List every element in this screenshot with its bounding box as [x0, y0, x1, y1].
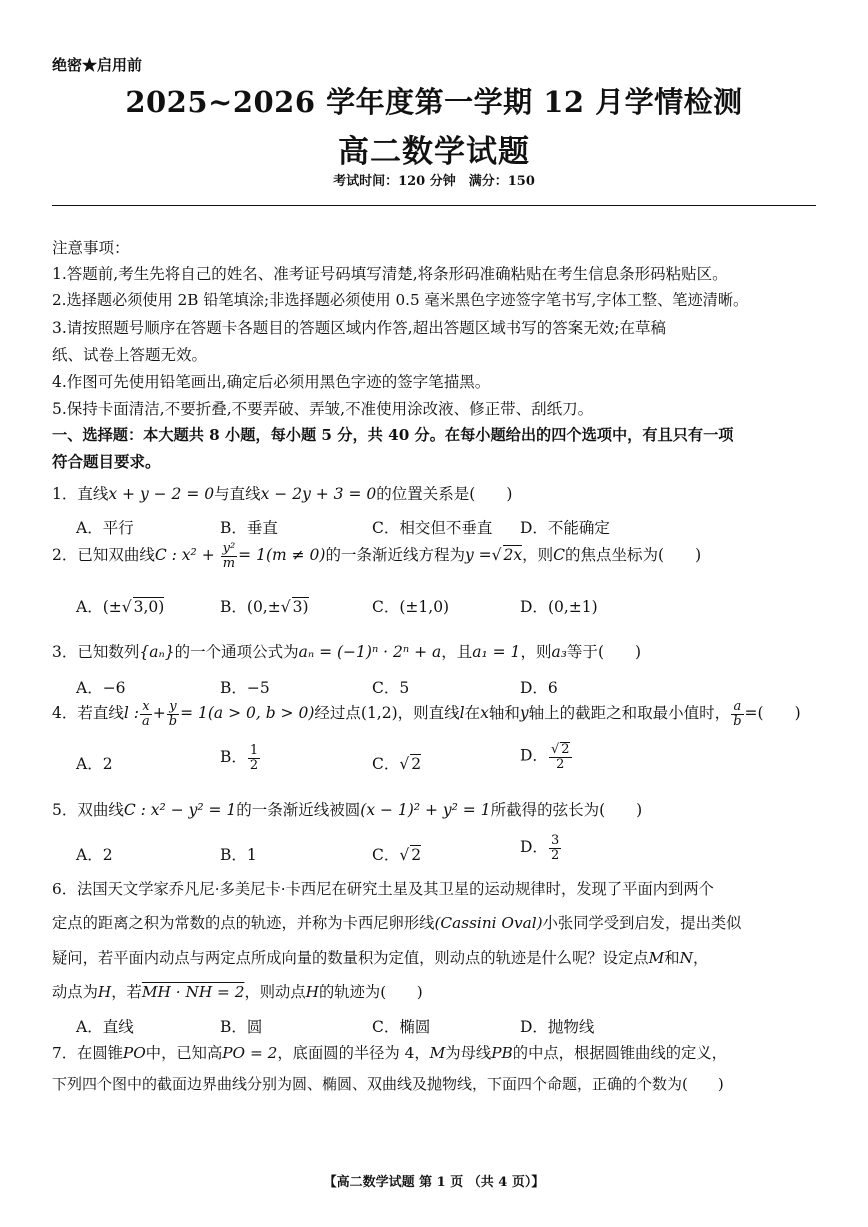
- q1-option-b: B．垂直: [220, 519, 278, 537]
- subject-title: 高二数学试题: [338, 134, 530, 170]
- question-2: 2．已知双曲线C : x² + $\frac{\text{y²}}{m}$ = 1(m ≠ 0)的一条渐近线方程为y =√ 2x，则C的焦点坐标为( ): [52, 541, 702, 571]
- question-6-line-4: 动点为H，若MH · NH = 2，则动点H的轨迹为( ): [52, 983, 423, 1001]
- question-7-line-2: 下列四个图中的截面边界曲线分别为圆、椭圆、双曲线及抛物线，下面四个命题，正确的个数为( ): [52, 1075, 724, 1093]
- q4-option-d: D． $\frac{√ 2}{2}$: [520, 742, 570, 772]
- q2-option-b: B．(0,±√ 3): [220, 598, 309, 616]
- question-5: 5．双曲线C : x² − y² = 1的一条渐近线被圆(x − 1)² + y² = 1所截得的弦长为( ): [52, 801, 643, 819]
- q4-option-b: B． $\frac{1}{2}$: [220, 743, 259, 773]
- q3-option-b: B．−5: [220, 679, 270, 697]
- note-1: 1.答题前,考生先将自己的姓名、准考证号码填写清楚,将条形码准确粘贴在考生信息条形码粘贴区。: [52, 265, 728, 283]
- q1-option-a: A．平行: [76, 519, 134, 537]
- confidential-label: 绝密★启用前: [52, 56, 143, 74]
- q4-option-a: A．2: [76, 755, 113, 773]
- question-6-line-1: 6．法国天文学家乔凡尼·多美尼卡·卡西尼在研究土星及其卫星的运动规律时，发现了平面内到两个: [52, 880, 714, 898]
- question-4: 4．若直线l : $\frac{x}{a}$ + $\frac{y}{b}$ = 1(a > 0, b > 0)经过点(1,2)，则直线l在x轴和y轴上的截距之和取最小值时， $\frac{a}{b}$ =( ): [52, 699, 801, 729]
- section-heading-2: 符合题目要求。: [52, 452, 161, 471]
- q2-option-c: C．(±1,0): [372, 598, 450, 616]
- q6-option-c: C．椭圆: [372, 1018, 431, 1036]
- q3-option-c: C．5: [372, 679, 410, 697]
- note-4: 4.作图可先使用铅笔画出,确定后必须用黑色字迹的签字笔描黑。: [52, 373, 491, 391]
- question-6-line-3: 疑问，若平面内动点与两定点所成向量的数量积为定值，则动点的轨迹是什么呢？设定点M和N，: [52, 949, 709, 967]
- q2-option-d: D．(0,±1): [520, 598, 598, 616]
- q6-option-a: A．直线: [76, 1018, 134, 1036]
- q5-option-c: C．√ 2: [372, 846, 422, 864]
- q6-option-b: B．圆: [220, 1018, 263, 1036]
- exam-info: 考试时间：120 分钟 满分：150: [333, 174, 535, 189]
- note-3b: 纸、试卷上答题无效。: [52, 346, 208, 364]
- q5-option-a: A．2: [76, 846, 113, 864]
- question-6-line-2: 定点的距离之积为常数的点的轨迹，并称为卡西尼卵形线(Cassini Oval)小张同学受到启发，提出类似: [52, 914, 742, 932]
- q5-option-b: B．1: [220, 846, 257, 864]
- q1-option-d: D．不能确定: [520, 519, 610, 537]
- q6-option-d: D．抛物线: [520, 1018, 595, 1036]
- note-5: 5.保持卡面清洁,不要折叠,不要弄破、弄皱,不准使用涂改液、修正带、刮纸刀。: [52, 400, 594, 418]
- question-3: 3．已知数列{aₙ}的一个通项公式为aₙ = (−1)ⁿ · 2ⁿ + a，且a₁ = 1，则a₃等于( ): [52, 643, 642, 661]
- q3-option-a: A．−6: [76, 679, 126, 697]
- page-footer: 【高二数学试题 第 1 页 （共 4 页）】: [323, 1175, 545, 1190]
- q1-option-c: C．相交但不垂直: [372, 519, 493, 537]
- exam-title: 2025~2026 学年度第一学期 12 月学情检测: [125, 85, 743, 119]
- note-2: 2.选择题必须使用 2B 铅笔填涂;非选择题必须使用 0.5 毫米黑色字迹签字笔书写,字体工整、笔迹清晰。: [52, 291, 749, 309]
- question-1: 1．直线x + y − 2 = 0与直线x − 2y + 3 = 0的位置关系是( ): [52, 485, 513, 503]
- q3-option-d: D．6: [520, 679, 558, 697]
- q2-option-a: A．(±√ 3,0): [76, 598, 165, 616]
- header-divider: [52, 205, 816, 206]
- q4-option-c: C．√ 2: [372, 755, 422, 773]
- notes-heading: 注意事项：: [52, 239, 130, 257]
- question-7-line-1: 7．在圆锥PO中，已知高PO = 2，底面圆的半径为 4，M为母线PB的中点，根据圆锥曲线的定义，: [52, 1044, 727, 1062]
- q5-option-d: D． $\frac{3}{2}$: [520, 833, 560, 863]
- note-3a: 3.请按照题号顺序在答题卡各题目的答题区域内作答,超出答题区域书写的答案无效;在草稿: [52, 319, 666, 337]
- section-heading-1: 一、选择题：本大题共 8 小题，每小题 5 分，共 40 分。在每小题给出的四个选项中，有且只有一项: [52, 426, 734, 444]
